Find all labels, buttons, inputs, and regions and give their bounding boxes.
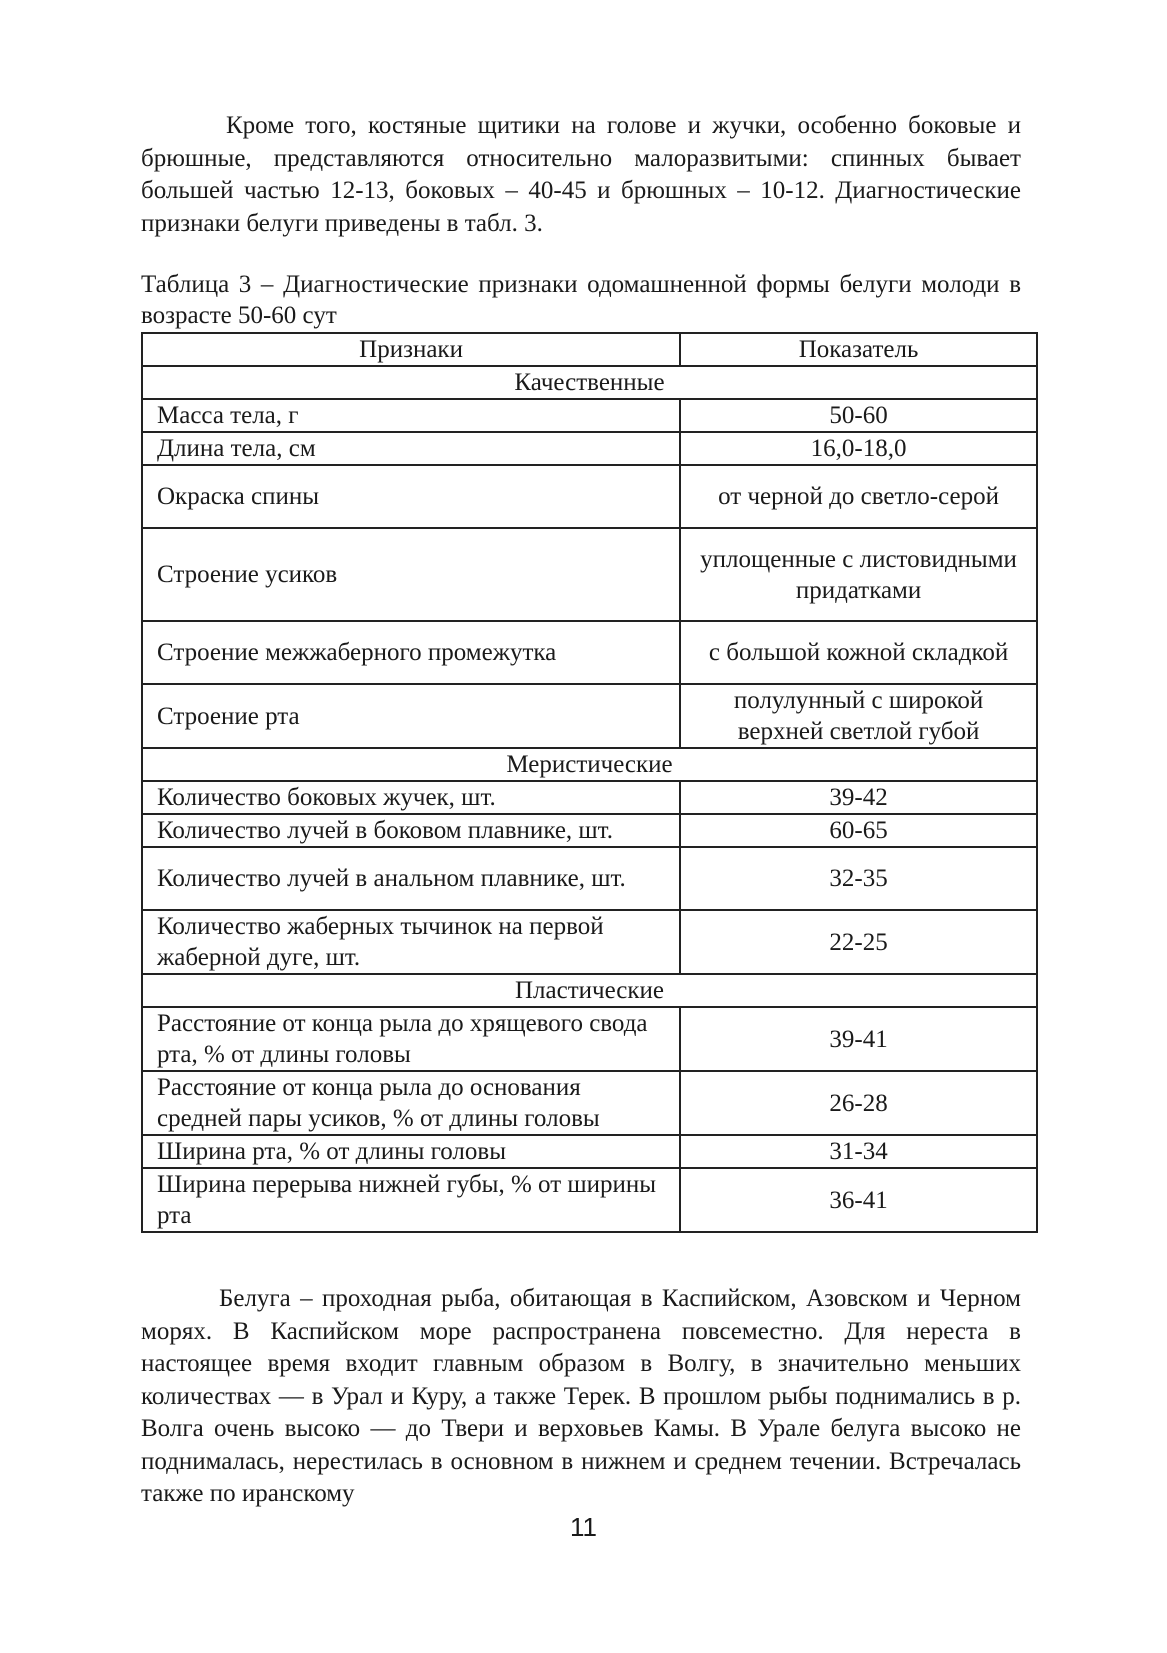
table-row [142,1071,1037,1135]
section-row [142,748,1037,781]
feature-name: Ширина рта, % от длины головы [142,1135,680,1168]
table-row [142,432,1037,465]
feature-name: Количество лучей в анальном плавнике, шт. [142,847,680,910]
feature-value: 16,0-18,0 [680,432,1037,465]
table-header-row [142,333,1037,366]
feature-value: 22-25 [680,910,1037,974]
section-title: Пластические [142,974,1037,1007]
table-caption: Таблица 3 – Диагностические признаки одомашненной формы белуги молоди в возрасте 50-60 сут [141,271,1021,329]
table-row [142,621,1037,684]
table-row [142,847,1037,910]
table-row [142,1168,1037,1232]
diagnostic-table [141,332,1038,1233]
table-row [142,814,1037,847]
feature-value: 39-41 [680,1007,1037,1071]
header-cell: Признаки [142,333,680,366]
feature-value: уплощенные с листовидными придатками [680,528,1037,621]
feature-name: Ширина перерыва нижней губы, % от ширины рта [142,1168,680,1232]
feature-name: Строение усиков [142,528,680,621]
table-row [142,781,1037,814]
page-number: 11 [570,1512,597,1542]
feature-name: Длина тела, см [142,432,680,465]
feature-value: 36-41 [680,1168,1037,1232]
feature-value: полулунный с широкой верхней светлой губой [680,684,1037,748]
table-row [142,684,1037,748]
feature-name: Масса тела, г [142,399,680,432]
feature-value: 39-42 [680,781,1037,814]
section-title: Качественные [142,366,1037,399]
feature-value: 32-35 [680,847,1037,910]
table-row [142,1135,1037,1168]
table-row [142,465,1037,528]
table-row [142,1007,1037,1071]
feature-name: Строение межжаберного промежутка [142,621,680,684]
intro-paragraph: Кроме того, костяные щитики на голове и жучки, особенно боковые и брюшные, представляются относительно малоразвитыми: спинных бывает большей частью 12-13, боковых – 40-45 и брюшных – 10-12. Диагностические признаки белуги приведены в табл. 3. [141,112,1021,237]
feature-name: Строение рта [142,684,680,748]
table-row [142,399,1037,432]
feature-value: от черной до светло-серой [680,465,1037,528]
feature-value: с большой кожной складкой [680,621,1037,684]
feature-value: 50-60 [680,399,1037,432]
section-title: Меристические [142,748,1037,781]
feature-value: 26-28 [680,1071,1037,1135]
closing-paragraph: Белуга – проходная рыба, обитающая в Каспийском, Азовском и Черном морях. В Каспийском море распространена повсеместно. Для нереста в настоящее время входит главным образом в Волгу, в значительно меньших количествах — в Урал и Куру, а также Терек. В прошлом рыбы поднимались в р. Волга очень высоко — до Твери и верховьев Камы. В Урале белуга высоко не поднималась, нерестилась в основном в нижнем и среднем течении. Встречалась также по иранскому [141,1285,1021,1507]
feature-name: Окраска спины [142,465,680,528]
feature-name: Количество лучей в боковом плавнике, шт. [142,814,680,847]
table-row [142,910,1037,974]
table-row [142,528,1037,621]
feature-name: Количество боковых жучек, шт. [142,781,680,814]
feature-name: Расстояние от конца рыла до основания средней пары усиков, % от длины головы [142,1071,680,1135]
feature-name: Количество жаберных тычинок на первой жаберной дуге, шт. [142,910,680,974]
section-row [142,974,1037,1007]
header-cell: Показатель [680,333,1037,366]
section-row [142,366,1037,399]
feature-value: 60-65 [680,814,1037,847]
feature-value: 31-34 [680,1135,1037,1168]
feature-name: Расстояние от конца рыла до хрящевого свода рта, % от длины головы [142,1007,680,1071]
